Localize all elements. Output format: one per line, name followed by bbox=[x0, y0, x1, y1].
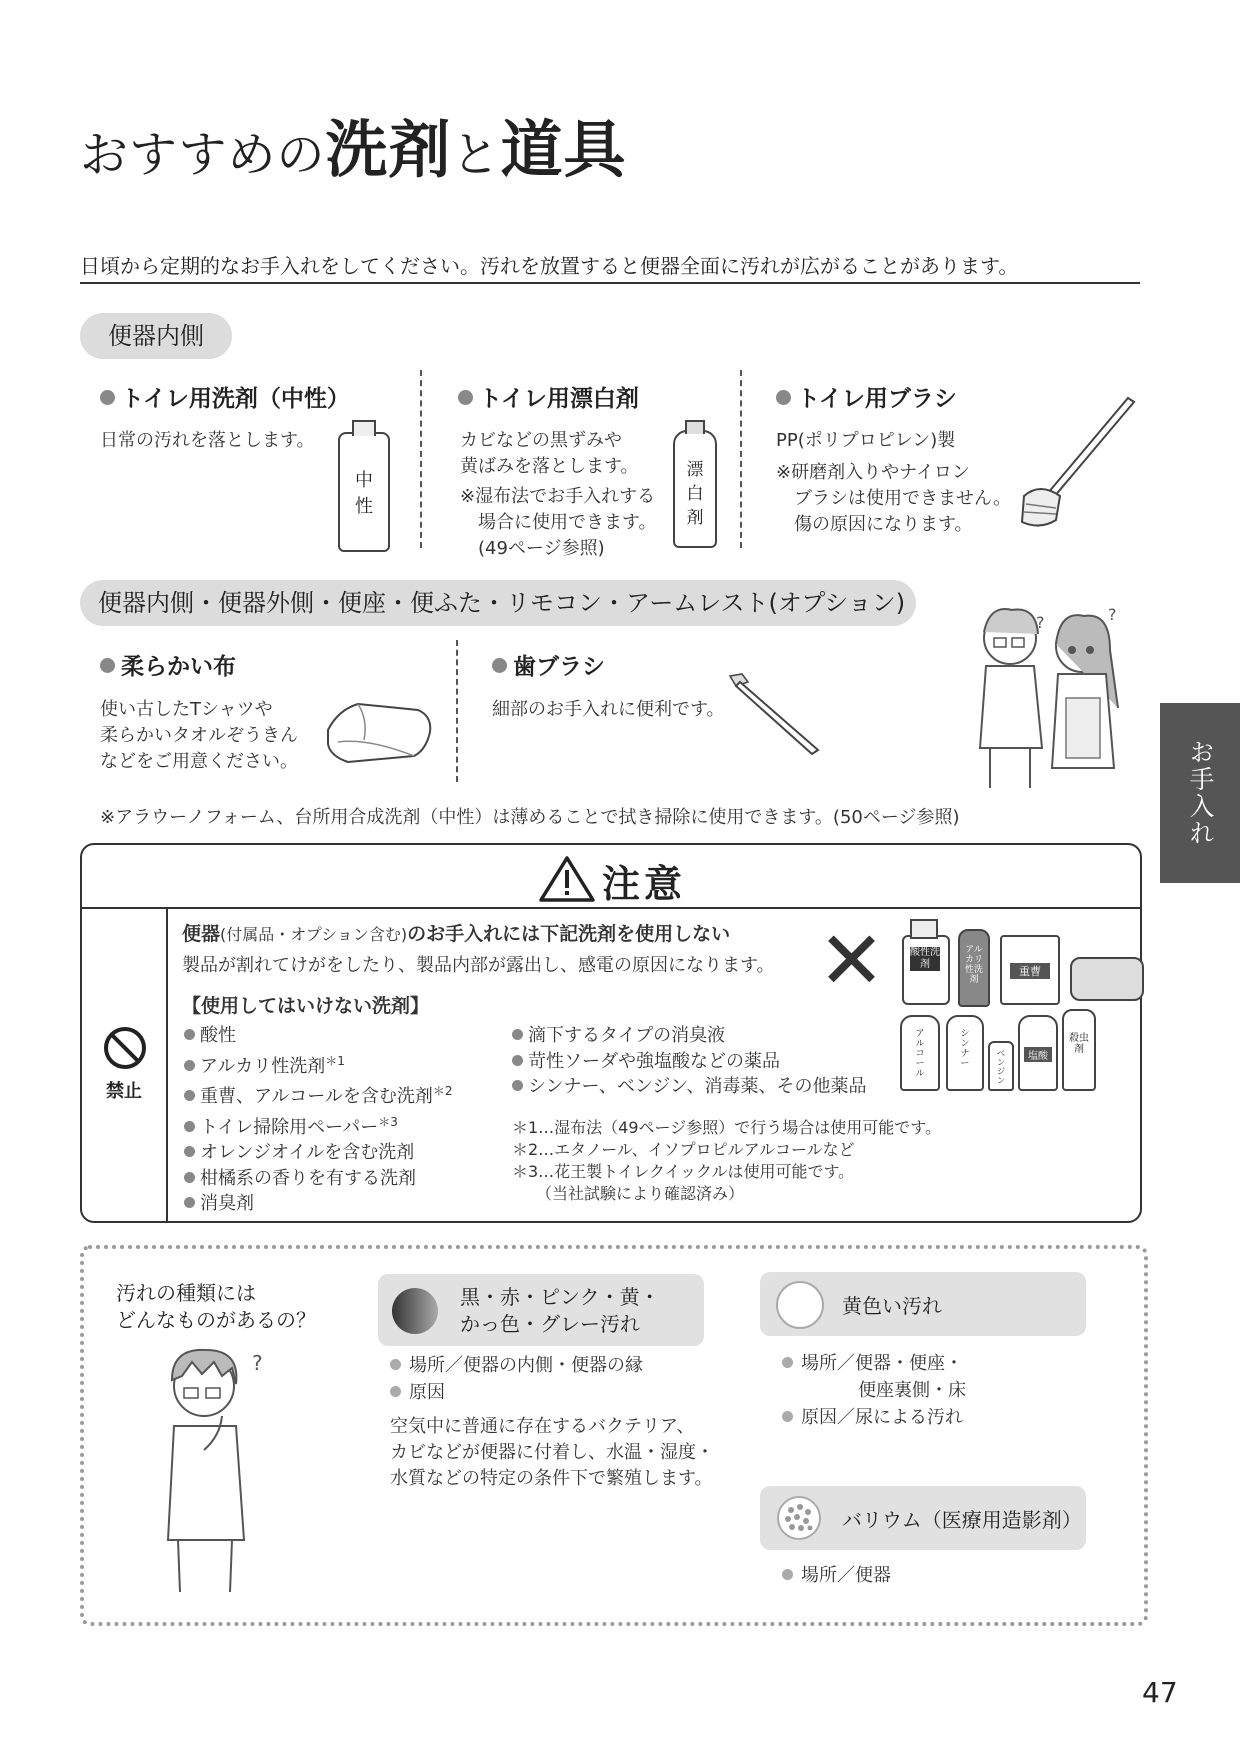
list-item bbox=[184, 1140, 453, 1166]
spray-head bbox=[910, 919, 938, 939]
page-title bbox=[80, 100, 627, 189]
caution-box bbox=[80, 843, 1142, 1223]
prohibited-x-icon: ✕ bbox=[818, 914, 886, 1007]
item-title-text: トイレ用洗剤（中性） bbox=[121, 386, 350, 412]
bullet-icon bbox=[776, 390, 791, 405]
thinking-man-illustration bbox=[148, 1340, 268, 1600]
item-title bbox=[492, 648, 605, 681]
desc-line: ブラシは使用できません。 bbox=[776, 488, 1012, 509]
title-part: 道具 bbox=[500, 113, 627, 186]
stain-type-title: バリウム（医療用造影剤） bbox=[842, 1508, 1082, 1532]
insecticide-can-icon bbox=[1062, 1009, 1096, 1091]
list-item-text: 便座裏側・床 bbox=[858, 1380, 966, 1401]
list-item-continuation bbox=[782, 1377, 966, 1404]
list-item: 場所／便器の内側・便器の縁 bbox=[390, 1352, 643, 1379]
headline-text: (付属品・オプション含む) bbox=[220, 925, 408, 944]
footnotes bbox=[512, 1117, 941, 1205]
desc-line: カビなどの黒ずみや bbox=[460, 430, 622, 451]
warning-triangle-icon bbox=[538, 855, 596, 903]
toothbrush-icon bbox=[726, 670, 826, 760]
list-item bbox=[184, 1191, 453, 1217]
alcohol-bottle-icon bbox=[900, 1015, 940, 1091]
list-item-text: 場所／便器・便座・ bbox=[801, 1353, 963, 1374]
svg-text:?: ? bbox=[1108, 605, 1117, 624]
footnote-mark: ＊3 bbox=[378, 1114, 398, 1129]
caution-headline bbox=[182, 921, 730, 948]
bottle-label: 漂 白 剤 bbox=[686, 460, 704, 528]
footnote: （当社試験により確認済み） bbox=[512, 1184, 745, 1203]
bottle-label: ベンジン bbox=[997, 1049, 1005, 1085]
desc-line: ※湿布法でお手入れする bbox=[460, 486, 656, 507]
prohibited-label: 禁止 bbox=[106, 1081, 142, 1102]
desc-line: カビなどが便器に付着し、水温・湿度・ bbox=[390, 1442, 714, 1463]
page-number: 47 bbox=[1142, 1676, 1178, 1709]
list-item bbox=[184, 1166, 453, 1192]
list-item bbox=[184, 1049, 453, 1080]
list-item-text: 消臭剤 bbox=[200, 1193, 254, 1214]
bleach-bottle-icon bbox=[673, 430, 717, 548]
benzine-bottle-icon bbox=[988, 1041, 1014, 1091]
bullet-icon bbox=[492, 658, 507, 673]
wipes-pack-icon bbox=[1070, 957, 1144, 1001]
stain-info-list bbox=[782, 1350, 966, 1431]
title-line: かっ色・グレー汚れ bbox=[460, 1312, 640, 1336]
bottle-cap bbox=[685, 420, 705, 434]
barium-stain-icon bbox=[776, 1495, 822, 1541]
list-item bbox=[184, 1110, 453, 1141]
bottle-label: アルカリ性洗剤 bbox=[964, 945, 983, 985]
bottle-label: 酸性洗剤 bbox=[910, 947, 940, 970]
stain-info-list bbox=[782, 1562, 891, 1589]
bottle-label: 重曹 bbox=[1010, 963, 1050, 979]
title-part: 洗剤 bbox=[325, 113, 452, 186]
footnote: ＊1…湿布法（49ページ参照）で行う場合は使用可能です。 bbox=[512, 1118, 941, 1137]
bottle-label: シンナー bbox=[960, 1029, 970, 1069]
forbidden-list-title: 【使用してはいけない洗剤】 bbox=[182, 995, 430, 1017]
toilet-brush-icon bbox=[1010, 392, 1140, 542]
item-title bbox=[100, 380, 350, 413]
item-desc bbox=[776, 428, 1011, 538]
list-item-text: トイレ掃除用ペーパー bbox=[200, 1116, 379, 1138]
side-tab[interactable]: お手入れ bbox=[1160, 703, 1240, 883]
baking-soda-jar-icon bbox=[1000, 935, 1060, 1005]
question-line: 汚れの種類には bbox=[116, 1281, 256, 1305]
item-title-text: 歯ブラシ bbox=[513, 654, 605, 680]
desc-line: 傷の原因になります。 bbox=[776, 514, 973, 535]
column-divider bbox=[420, 370, 422, 548]
acid-spray-bottle-icon bbox=[902, 935, 950, 1005]
list-item: シンナー、ベンジン、消毒薬、その他薬品 bbox=[512, 1074, 867, 1100]
caution-title: 注意 bbox=[602, 862, 687, 906]
desc-line: 黄ばみを落とします。 bbox=[460, 456, 639, 477]
stain-type-title bbox=[460, 1284, 660, 1338]
list-item-text: 酸性 bbox=[200, 1025, 236, 1046]
list-item-text: アルカリ性洗剤 bbox=[200, 1055, 326, 1077]
bottle-cap bbox=[352, 420, 376, 436]
caution-header bbox=[82, 845, 1140, 909]
item-title bbox=[776, 380, 957, 413]
bullet-icon bbox=[100, 658, 115, 673]
item-desc bbox=[100, 697, 298, 775]
desc-line: PP(ポリプロピレン)製 bbox=[776, 430, 956, 451]
title-line: 黒・赤・ピンク・黄・ bbox=[460, 1285, 660, 1309]
stain-type-title: 黄色い汚れ bbox=[842, 1294, 942, 1318]
cause-description bbox=[390, 1414, 714, 1492]
item-title bbox=[100, 648, 236, 681]
footnote: ＊2…エタノール、イソプロピルアルコールなど bbox=[512, 1140, 855, 1159]
list-item-text: 柑橘系の香りを有する洗剤 bbox=[200, 1167, 416, 1189]
svg-text:?: ? bbox=[1036, 613, 1045, 632]
headline-text: 便器 bbox=[182, 923, 221, 945]
bottle-label: 中 性 bbox=[355, 470, 373, 517]
list-item bbox=[184, 1023, 453, 1049]
desc-line: ※研磨剤入りやナイロン bbox=[776, 462, 970, 483]
list-item: 原因 bbox=[390, 1379, 643, 1406]
soft-cloth-icon bbox=[318, 690, 438, 770]
list-item bbox=[782, 1350, 966, 1377]
hydrochloric-bottle-icon bbox=[1018, 1015, 1058, 1091]
item-title-text: 柔らかい布 bbox=[121, 654, 236, 680]
dark-stain-icon bbox=[392, 1288, 438, 1334]
divider bbox=[80, 282, 1140, 284]
list-item-text: 重曹、アルコールを含む洗剤 bbox=[200, 1086, 433, 1107]
question-line: どんなものがあるの？ bbox=[116, 1308, 316, 1332]
footnote-mark: ＊2 bbox=[432, 1084, 453, 1098]
neutral-detergent-bottle-icon bbox=[338, 432, 390, 552]
bottle-label: 塩酸 bbox=[1024, 1047, 1052, 1062]
list-item: 苛性ソーダや強塩酸などの薬品 bbox=[512, 1049, 867, 1075]
item-title-text: トイレ用ブラシ bbox=[797, 386, 957, 412]
stain-type-tag bbox=[760, 1272, 1086, 1336]
yellow-stain-icon bbox=[776, 1281, 824, 1329]
forbidden-list-left bbox=[184, 1023, 453, 1217]
note-text: ※アラウーノフォーム、台所用合成洗剤（中性）は薄めることで拭き掃除に使用できます。(50ページ参照) bbox=[100, 807, 960, 828]
desc-line: (49ページ参照) bbox=[460, 538, 605, 559]
bullet-icon bbox=[100, 390, 115, 405]
desc-line: 空気中に普通に存在するバクテリア、 bbox=[390, 1416, 695, 1437]
desc-line: 柔らかいタオルぞうきん bbox=[100, 725, 298, 746]
item-title bbox=[458, 380, 639, 413]
stain-type-tag bbox=[760, 1486, 1086, 1550]
column-divider bbox=[740, 370, 742, 548]
item-title-text: トイレ用漂白剤 bbox=[479, 386, 639, 412]
item-desc bbox=[460, 428, 657, 562]
desc-line: 水質などの特定の条件下で繁殖します。 bbox=[390, 1468, 713, 1489]
intro-text: 日頃から定期的なお手入れをしてください。汚れを放置すると便器全面に汚れが広がることがあります。 bbox=[80, 254, 1019, 278]
alkali-bottle-icon bbox=[958, 929, 990, 1007]
title-part: と bbox=[451, 127, 501, 183]
svg-text:?: ? bbox=[252, 1351, 263, 1375]
forbidden-list-right bbox=[512, 1023, 867, 1100]
headline-text: のお手入れには下記洗剤を使用しない bbox=[407, 923, 731, 945]
bullet-icon bbox=[458, 390, 473, 405]
list-item: 原因／尿による汚れ bbox=[782, 1404, 966, 1431]
footnote: ＊3…花王製トイレクイックルは使用可能です。 bbox=[512, 1162, 855, 1181]
bottle-label: アルコール bbox=[915, 1029, 925, 1079]
list-item-text: オレンジオイルを含む洗剤 bbox=[200, 1142, 415, 1163]
stain-type-tag bbox=[378, 1274, 704, 1346]
section-label: 便器内側 bbox=[80, 313, 232, 359]
list-item: 滴下するタイプの消臭液 bbox=[512, 1023, 867, 1049]
item-desc: 日常の汚れを落とします。 bbox=[100, 430, 315, 451]
thinner-bottle-icon bbox=[946, 1015, 984, 1091]
bottle-label: 殺虫剤 bbox=[1069, 1033, 1089, 1055]
couple-illustration bbox=[960, 598, 1140, 794]
prohibited-icon bbox=[102, 1025, 148, 1071]
stain-info-list bbox=[390, 1352, 643, 1406]
stain-question bbox=[116, 1280, 316, 1334]
item-desc: 細部のお手入れに便利です。 bbox=[492, 699, 725, 720]
desc-line: 場合に使用できます。 bbox=[460, 512, 657, 533]
list-item bbox=[184, 1079, 453, 1110]
title-part: おすすめの bbox=[80, 127, 326, 183]
caution-divider bbox=[166, 907, 168, 1221]
column-divider bbox=[456, 640, 458, 782]
list-item: 場所／便器 bbox=[782, 1562, 891, 1589]
desc-line: 使い古したTシャツや bbox=[100, 699, 273, 720]
section-label: 便器内側・便器外側・便座・便ふた・リモコン・アームレスト(オプション) bbox=[80, 580, 916, 626]
footnote-mark: ＊1 bbox=[325, 1053, 345, 1068]
caution-subline: 製品が割れてけがをしたり、製品内部が露出し、感電の原因になります。 bbox=[182, 955, 775, 976]
desc-line: などをご用意ください。 bbox=[100, 751, 298, 772]
